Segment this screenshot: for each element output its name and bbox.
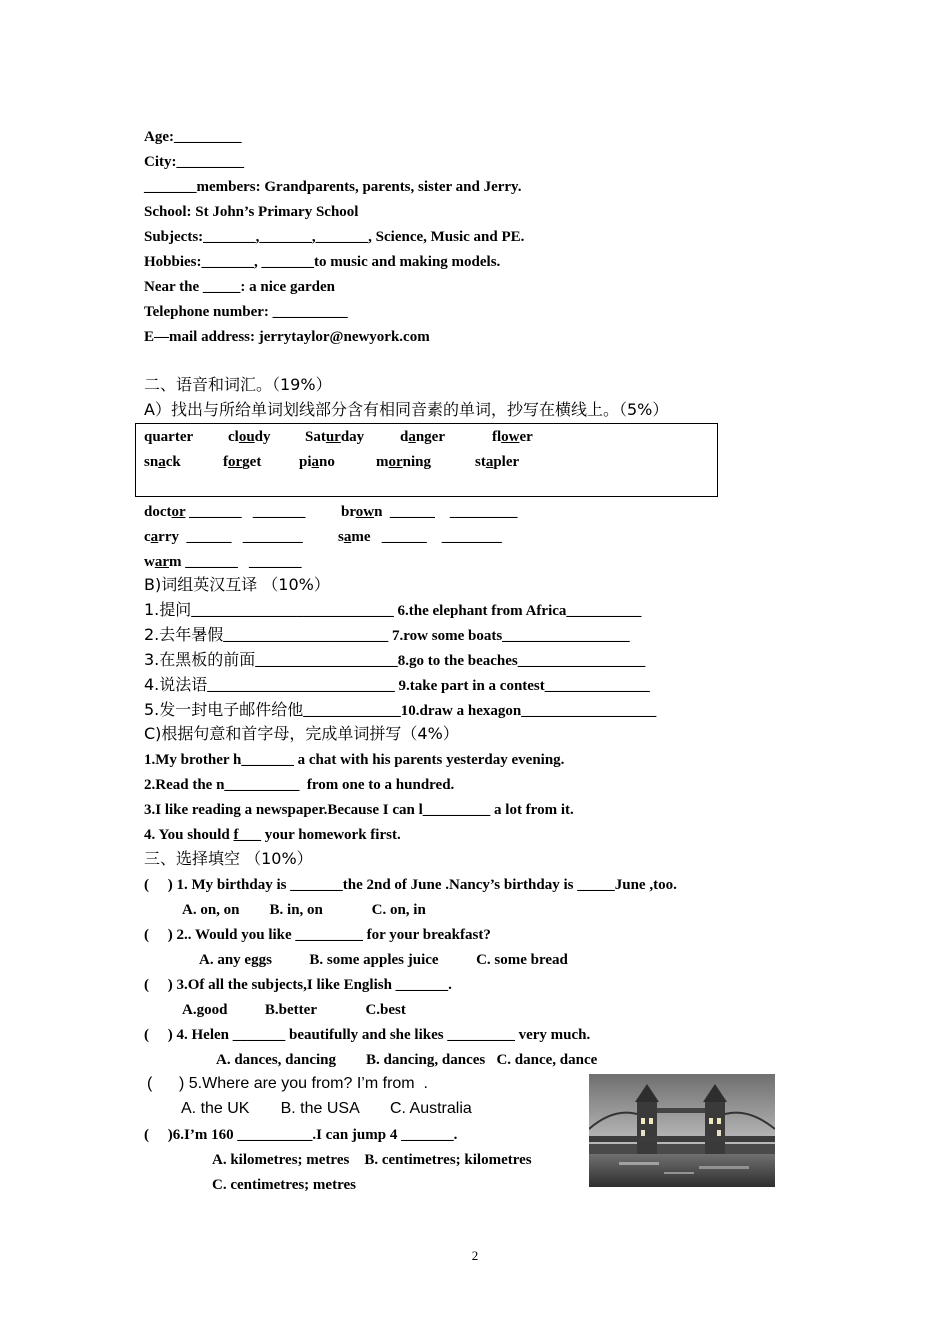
partA-answer-line [144, 502, 328, 522]
word-bank-word-pre: Sat [305, 429, 326, 445]
question-4-options: A. dances, dancing B. dancing, dances C. dance, dance [216, 1052, 598, 1068]
question-3-options: A.good B.better C.best [182, 1002, 406, 1018]
partA-answer-line-underlined: or [171, 504, 186, 520]
subjects-line: Subjects:_______,_______,_______, Science, Music and PE. [144, 229, 525, 245]
partC-item-4-pre: 4. You should [144, 827, 234, 843]
partA-answer-line [338, 527, 502, 547]
word-bank-word [492, 427, 533, 447]
word-bank-word-underlined: a [158, 454, 166, 470]
word-bank-word-pre: f [223, 454, 228, 470]
word-bank-word-post: ning [402, 454, 432, 470]
partB-item-english: ___________________8.go to the beaches_________________ [255, 653, 646, 669]
word-bank-word-post: er [519, 429, 533, 445]
word-bank-word-underlined: ow [501, 429, 520, 445]
partC-item-4 [144, 825, 401, 845]
word-bank-word-pre: m [376, 454, 389, 470]
partA-answer-line-underlined: ar [154, 554, 170, 570]
word-bank-word [475, 452, 519, 472]
word-bank-word-underlined: ur [325, 429, 341, 445]
school-line: School: St John’s Primary School [144, 204, 359, 220]
partB-item-english: ___________________________ 6.the elephant from Africa__________ [191, 603, 642, 619]
word-bank-word [228, 427, 271, 447]
tower-bridge-photo [589, 1074, 775, 1187]
word-bank-word [144, 427, 193, 447]
question-6: ( )6.I’m 160 __________.I can jump 4 _______. [144, 1127, 458, 1143]
word-bank-word-pre: fl [492, 429, 502, 445]
section3-title: 三、选择填空 （10%） [144, 849, 313, 868]
partB-title: B)词组英汉互译 （10%） [144, 575, 330, 594]
word-bank-word-pre: d [400, 429, 409, 445]
partC-title: C)根据句意和首字母，完成单词拼写（4%） [144, 724, 459, 743]
partB-item [144, 675, 650, 696]
partA-answer-line-underlined: a [150, 529, 159, 545]
word-bank-word-pre: sn [144, 454, 159, 470]
word-bank-word-post: dy [254, 429, 271, 445]
partA-answer-line-pre: s [338, 529, 344, 545]
partA-answer-line [341, 502, 517, 522]
partB-item [144, 600, 641, 621]
partB-item [144, 700, 656, 721]
partB-item-english: _____________10.draw a hexagon__________________ [303, 703, 657, 719]
word-bank-word-pre: pi [299, 454, 312, 470]
word-bank-word [223, 452, 261, 472]
partC-item-4-underlined: f [233, 827, 239, 843]
question-6-options-2: C. centimetres; metres [212, 1177, 356, 1193]
partA-answer-line-post: _______ _______ [185, 504, 328, 520]
question-5-options: A. the UK B. the USA C. Australia [181, 1100, 472, 1117]
partB-item-english: ______________________ 7.row some boats_________________ [223, 628, 630, 644]
word-bank-word [305, 427, 364, 447]
partA-answer-line-post: n ______ _________ [374, 504, 518, 520]
partA-answer-line-pre: doct [144, 504, 172, 520]
word-bank-word-post: ck [165, 454, 181, 470]
telephone-line: Telephone number: __________ [144, 304, 348, 320]
word-bank-word-post: nger [415, 429, 446, 445]
word-bank-word-post: day [340, 429, 365, 445]
hobbies-line: Hobbies:_______, _______to music and making models. [144, 254, 501, 270]
partB-item-chinese: 4.说法语 [144, 675, 208, 694]
partB-item-chinese: 5.发一封电子邮件给他 [144, 700, 304, 719]
word-bank-word-underlined: a [408, 429, 416, 445]
email-line: E—mail address: jerrytaylor@newyork.com [144, 329, 430, 345]
question-5: ( ) 5.Where are you from? I’m from . [147, 1075, 428, 1092]
question-6-options-1: A. kilometres; metres B. centimetres; kilometres [212, 1152, 532, 1168]
word-bank-word [299, 452, 335, 472]
partA-answer-line-pre: br [341, 504, 356, 520]
partA-answer-line-underlined: ow [355, 504, 375, 520]
partC-item-3: 3.I like reading a newspaper.Because I can l_________ a lot from it. [144, 802, 574, 818]
word-bank-word-post: no [319, 454, 335, 470]
partA-answer-line-pre: w [144, 554, 155, 570]
word-bank-word [144, 452, 181, 472]
members-line: _______members: Grandparents, parents, sister and Jerry. [144, 179, 522, 195]
partB-item-chinese: 3.在黑板的前面 [144, 650, 256, 669]
partB-item [144, 625, 630, 646]
section2-title: 二、语音和词汇。（19%） [144, 375, 332, 394]
word-bank-word-pre: st [475, 454, 486, 470]
age-line: Age:_________ [144, 129, 242, 145]
question-3: ( ) 3.Of all the subjects,I like English _______. [144, 977, 452, 993]
question-1-options: A. on, on B. in, on C. on, in [182, 902, 426, 918]
partA-answer-line-post: me ______ ________ [351, 529, 502, 545]
word-bank-word-post: get [242, 454, 262, 470]
word-bank-word-pre: quarter [144, 429, 194, 445]
partA-answer-line-pre: c [144, 529, 151, 545]
partC-item-2: 2.Read the n__________ from one to a hundred. [144, 777, 455, 793]
near-line: Near the _____: a nice garden [144, 279, 335, 295]
partA-answer-line [144, 552, 302, 572]
partA-answer-line [144, 527, 325, 547]
partA-answer-line-post: m _______ _______ [169, 554, 302, 570]
word-bank-word-pre: cl [228, 429, 239, 445]
question-4: ( ) 4. Helen _______ beautifully and she likes _________ very much. [144, 1027, 591, 1043]
page-number: 2 [471, 1248, 479, 1263]
word-bank-word-post: pler [493, 454, 520, 470]
partB-item-english: _________________________ 9.take part in a contest______________ [207, 678, 650, 694]
partB-item-chinese: 2.去年暑假 [144, 625, 224, 644]
question-1: ( ) 1. My birthday is _______the 2nd of June .Nancy’s birthday is _____June ,too. [144, 877, 677, 893]
tower-bridge-icon [589, 1074, 775, 1187]
word-bank-word-underlined: ou [238, 429, 255, 445]
question-2-options: A. any eggs B. some apples juice C. some bread [199, 952, 568, 968]
word-bank-word [400, 427, 445, 447]
word-bank-word-underlined: or [228, 454, 243, 470]
word-bank-word-underlined: or [388, 454, 403, 470]
question-2: ( ) 2.. Would you like _________ for your breakfast? [144, 927, 491, 943]
word-bank-word-underlined: a [485, 454, 494, 470]
partB-item-chinese: 1.提问 [144, 600, 192, 619]
city-line: City:_________ [144, 154, 244, 170]
partA-answer-line-underlined: a [343, 529, 352, 545]
partA-title: A）找出与所给单词划线部分含有相同音素的单词，抄写在横线上。（5%） [144, 400, 669, 419]
partB-item [144, 650, 645, 671]
word-bank-word-underlined: a [311, 454, 320, 470]
partC-item-1: 1.My brother h_______ a chat with his parents yesterday evening. [144, 752, 565, 768]
partA-answer-line-post: rry ______ ________ [158, 529, 326, 545]
partC-item-4-post: ___ your homework first. [238, 827, 401, 843]
word-bank-word [376, 452, 431, 472]
